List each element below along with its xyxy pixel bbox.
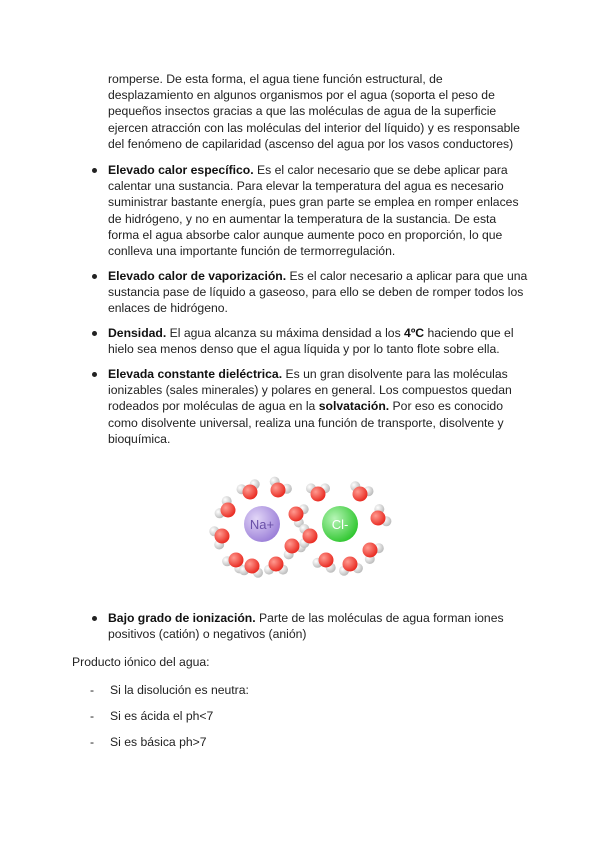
bullet-dot — [92, 331, 97, 336]
bullet-term: Elevado calor de vaporización. — [108, 269, 287, 283]
bullet-text-2: haciendo que el hielo sea menos denso que el agua líquida y por lo tanto flote sobre ella. — [108, 326, 514, 357]
bullet-term: Bajo grado de ionización. — [108, 611, 256, 625]
bullet-text: Es el calor necesario que se debe aplicar para calentar una sustancia. Para elevar la temperatura del agua es necesario suministrar bastante energía, pues gran parte se emplea en romper enlaces de hidrógeno, y no en aumentar la temperatura de la sustancia. De esta forma el agua absorbe calor aunque aumente poco en proporción, lo que conlleva una importante función de termorregulación. — [108, 163, 519, 259]
bullet-item-ionizacion — [92, 610, 528, 642]
water-molecule — [270, 477, 292, 498]
dash-marker: - — [90, 735, 95, 749]
oxygen-atom — [303, 529, 318, 544]
oxygen-atom — [285, 539, 300, 554]
oxygen-atom — [229, 553, 244, 568]
bullet-dot — [92, 274, 97, 279]
oxygen-atom — [311, 487, 326, 502]
water-molecules — [209, 477, 391, 578]
producto-ionico-heading: Producto iónico del agua: — [72, 655, 210, 669]
water-molecule — [313, 553, 336, 573]
oxygen-atom — [271, 483, 286, 498]
oxygen-atom — [221, 503, 236, 518]
bullet-term: Elevado calor específico. — [108, 163, 254, 177]
bullet-item-calor-especifico — [92, 162, 528, 259]
continuation-paragraph: romperse. De esta forma, el agua tiene función estructural, de desplazamiento en algunos organismos por el agua (soporta el peso de pequeños insectos gracias a que las moléculas de agua de la superficie ejercen atracción con las moléculas del interior del líquido) y es responsable del fenómeno de capilaridad (ascenso del agua por los vasos conductores) — [108, 72, 520, 151]
solvation-figure — [200, 474, 400, 584]
oxygen-atom — [363, 543, 378, 558]
bullet-term: Densidad. — [108, 326, 167, 340]
bullet-dot — [92, 372, 97, 377]
oxygen-atom — [243, 485, 258, 500]
oxygen-atom — [215, 529, 230, 544]
bullet-text-2: Por eso es conocido como disolvente universal, realiza una función de transporte, disolvente y bioquímica. — [108, 399, 504, 446]
dash-text: Si la disolución es neutra: — [110, 683, 249, 697]
bullet-term: Elevada constante dieléctrica. — [108, 367, 283, 381]
dash-item-basica — [90, 735, 207, 749]
water-molecule — [339, 557, 363, 576]
water-molecule — [264, 557, 288, 575]
oxygen-atom — [245, 559, 260, 574]
chlorine-label: Cl- — [331, 517, 349, 532]
bullet-text: Es un gran disolvente para las moléculas ionizables (sales minerales) y polares en general. Los compuestos quedan rodeados por moléculas de agua en la — [108, 367, 512, 414]
dash-marker: - — [90, 709, 95, 723]
water-molecule — [299, 524, 317, 548]
bullet-item-calor-vaporizacion — [92, 268, 528, 317]
bullet-item-densidad — [92, 325, 528, 357]
bullet-dot — [92, 616, 97, 621]
water-molecule — [209, 526, 229, 549]
dash-marker: - — [90, 683, 95, 697]
bullet-text: Es el calor necesario a aplicar para que una sustancia pase de líquido a gaseoso, para ello se deben de romper todos los enlaces de hidrógeno. — [108, 269, 528, 316]
water-molecule — [371, 504, 392, 526]
dash-item-neutra — [90, 683, 249, 697]
oxygen-atom — [319, 553, 334, 568]
bullet-item-constante-dielectrica — [92, 366, 528, 447]
bullet-dot — [92, 168, 97, 173]
nacl-solvation-illustration — [200, 474, 400, 584]
water-molecule — [237, 479, 260, 499]
oxygen-atom — [269, 557, 284, 572]
bullet-text: El agua alcanza su máxima densidad a los — [166, 326, 405, 340]
oxygen-atom — [353, 487, 368, 502]
bullet-text: Parte de las moléculas de agua forman iones positivos (catión) o negativos (anión) — [108, 611, 504, 642]
bullet-strong: 4ºC — [404, 326, 425, 340]
water-molecule — [306, 483, 330, 501]
oxygen-atom — [371, 511, 386, 526]
oxygen-atom — [343, 557, 358, 572]
bullet-strong: solvatación. — [318, 399, 390, 414]
sodium-ion — [244, 506, 280, 542]
water-molecule — [350, 481, 373, 501]
chloride-ion — [322, 506, 358, 542]
dash-text: Si es básica ph>7 — [110, 735, 207, 749]
water-molecule — [215, 496, 236, 518]
dash-text: Si es ácida el ph<7 — [110, 709, 214, 723]
oxygen-atom — [289, 507, 304, 522]
water-molecule — [289, 504, 309, 527]
dash-item-acida — [90, 709, 213, 723]
water-molecule — [363, 543, 384, 565]
sodium-label: Na+ — [249, 517, 275, 532]
